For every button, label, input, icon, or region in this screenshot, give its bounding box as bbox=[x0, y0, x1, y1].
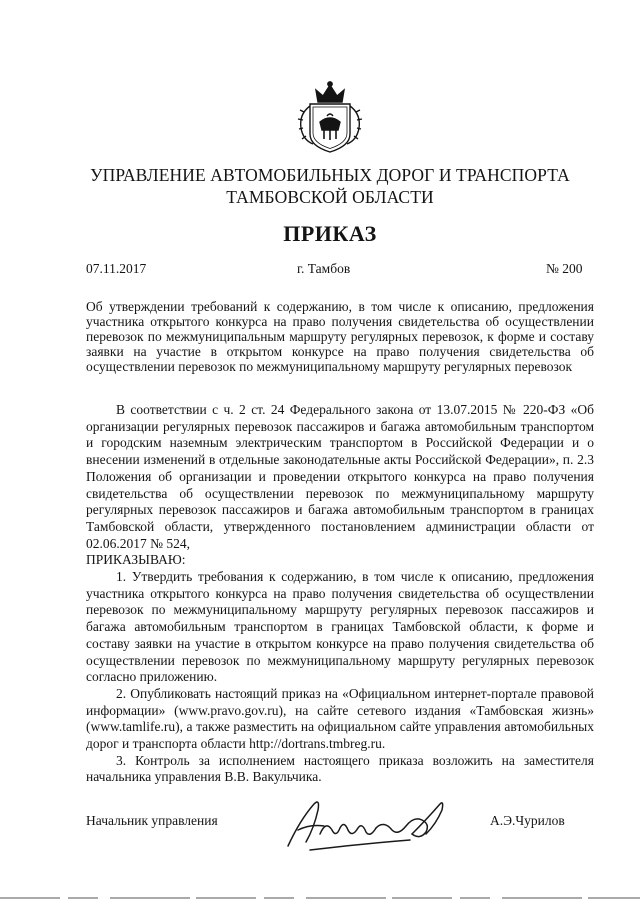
document-body bbox=[86, 402, 594, 786]
document-date: 07.11.2017 bbox=[86, 261, 147, 276]
organization-line-2: ТАМБОВСКОЙ ОБЛАСТИ bbox=[226, 187, 434, 207]
document-city: г. Тамбов bbox=[297, 261, 351, 276]
signatory-position: Начальник управления bbox=[86, 813, 218, 828]
document-number: № 200 bbox=[546, 261, 583, 276]
organization-line-1: УПРАВЛЕНИЕ АВТОМОБИЛЬНЫХ ДОРОГ И ТРАНСПОРТА bbox=[90, 165, 570, 185]
document-subject: Об утверждении требований к содержанию, в том числе к описанию, предложения участника открытого конкурса на право получения свидетельства об осуществлении перевозок по межмуниципальным маршруту регулярных перевозок, к форме и составу заявки на участие в открытом конкурсе на право получения свидетельства об осуществлении перевозок по межмуниципальному маршруту регулярных перевозок bbox=[86, 299, 594, 374]
organization-name bbox=[60, 164, 600, 208]
item-3-paragraph: 3. Контроль за исполнением настоящего приказа возложить на заместителя начальника управления В.В. Вакульчика. bbox=[86, 752, 594, 785]
signatory-name: А.Э.Чурилов bbox=[490, 813, 565, 828]
document-title: ПРИКАЗ bbox=[283, 221, 377, 246]
coat-of-arms-icon bbox=[296, 76, 364, 154]
handwritten-signature bbox=[280, 790, 450, 854]
preamble-paragraph: В соответствии с ч. 2 ст. 24 Федерального закона от 13.07.2015 № 220-ФЗ «Об организации регулярных перевозок пассажиров и багажа автомобильным транспортом и городским наземным электрическим транспортом в Российской Федерации и о внесении изменений в отдельные законодательные акты Российской Федерации», п. 2.3 Положения об организации и проведении открытого конкурса на право получения свидетельства об осуществлении перевозок по межмуниципальному маршруту регулярных перевозок пассажиров и багажа автомобильным транспортом в границах Тамбовской области, утвержденного постановлением администрации области от 02.06.2017 № 524, bbox=[86, 402, 594, 551]
item-2-paragraph: 2. Опубликовать настоящий приказ на «Официальном интернет-портале правовой информации» (www.pravo.gov.ru), на сайте сетевого издания «Тамбовская жизнь» (www.tamlife.ru), а также разместить на официальном сайте управления автомобильных дорог и транспорта области http://dortrans.tmbreg.ru. bbox=[86, 685, 594, 752]
item-1-paragraph: 1. Утвердить требования к содержанию, в том числе к описанию, предложения участника открытого конкурса на право получения свидетельства об осуществлении перевозок по межмуниципальному маршруту регулярных перевозок пассажиров и багажа автомобильным транспортом в границах Тамбовской области, к форме и составу заявки на участие в открытом конкурсе на право получения свидетельства об осуществлении перевозок по межмуниципальному маршруту регулярных перевозок согласно приложению. bbox=[86, 569, 594, 685]
scan-edge-divider bbox=[0, 897, 640, 899]
decree-word: ПРИКАЗЫВАЮ: bbox=[86, 552, 186, 568]
